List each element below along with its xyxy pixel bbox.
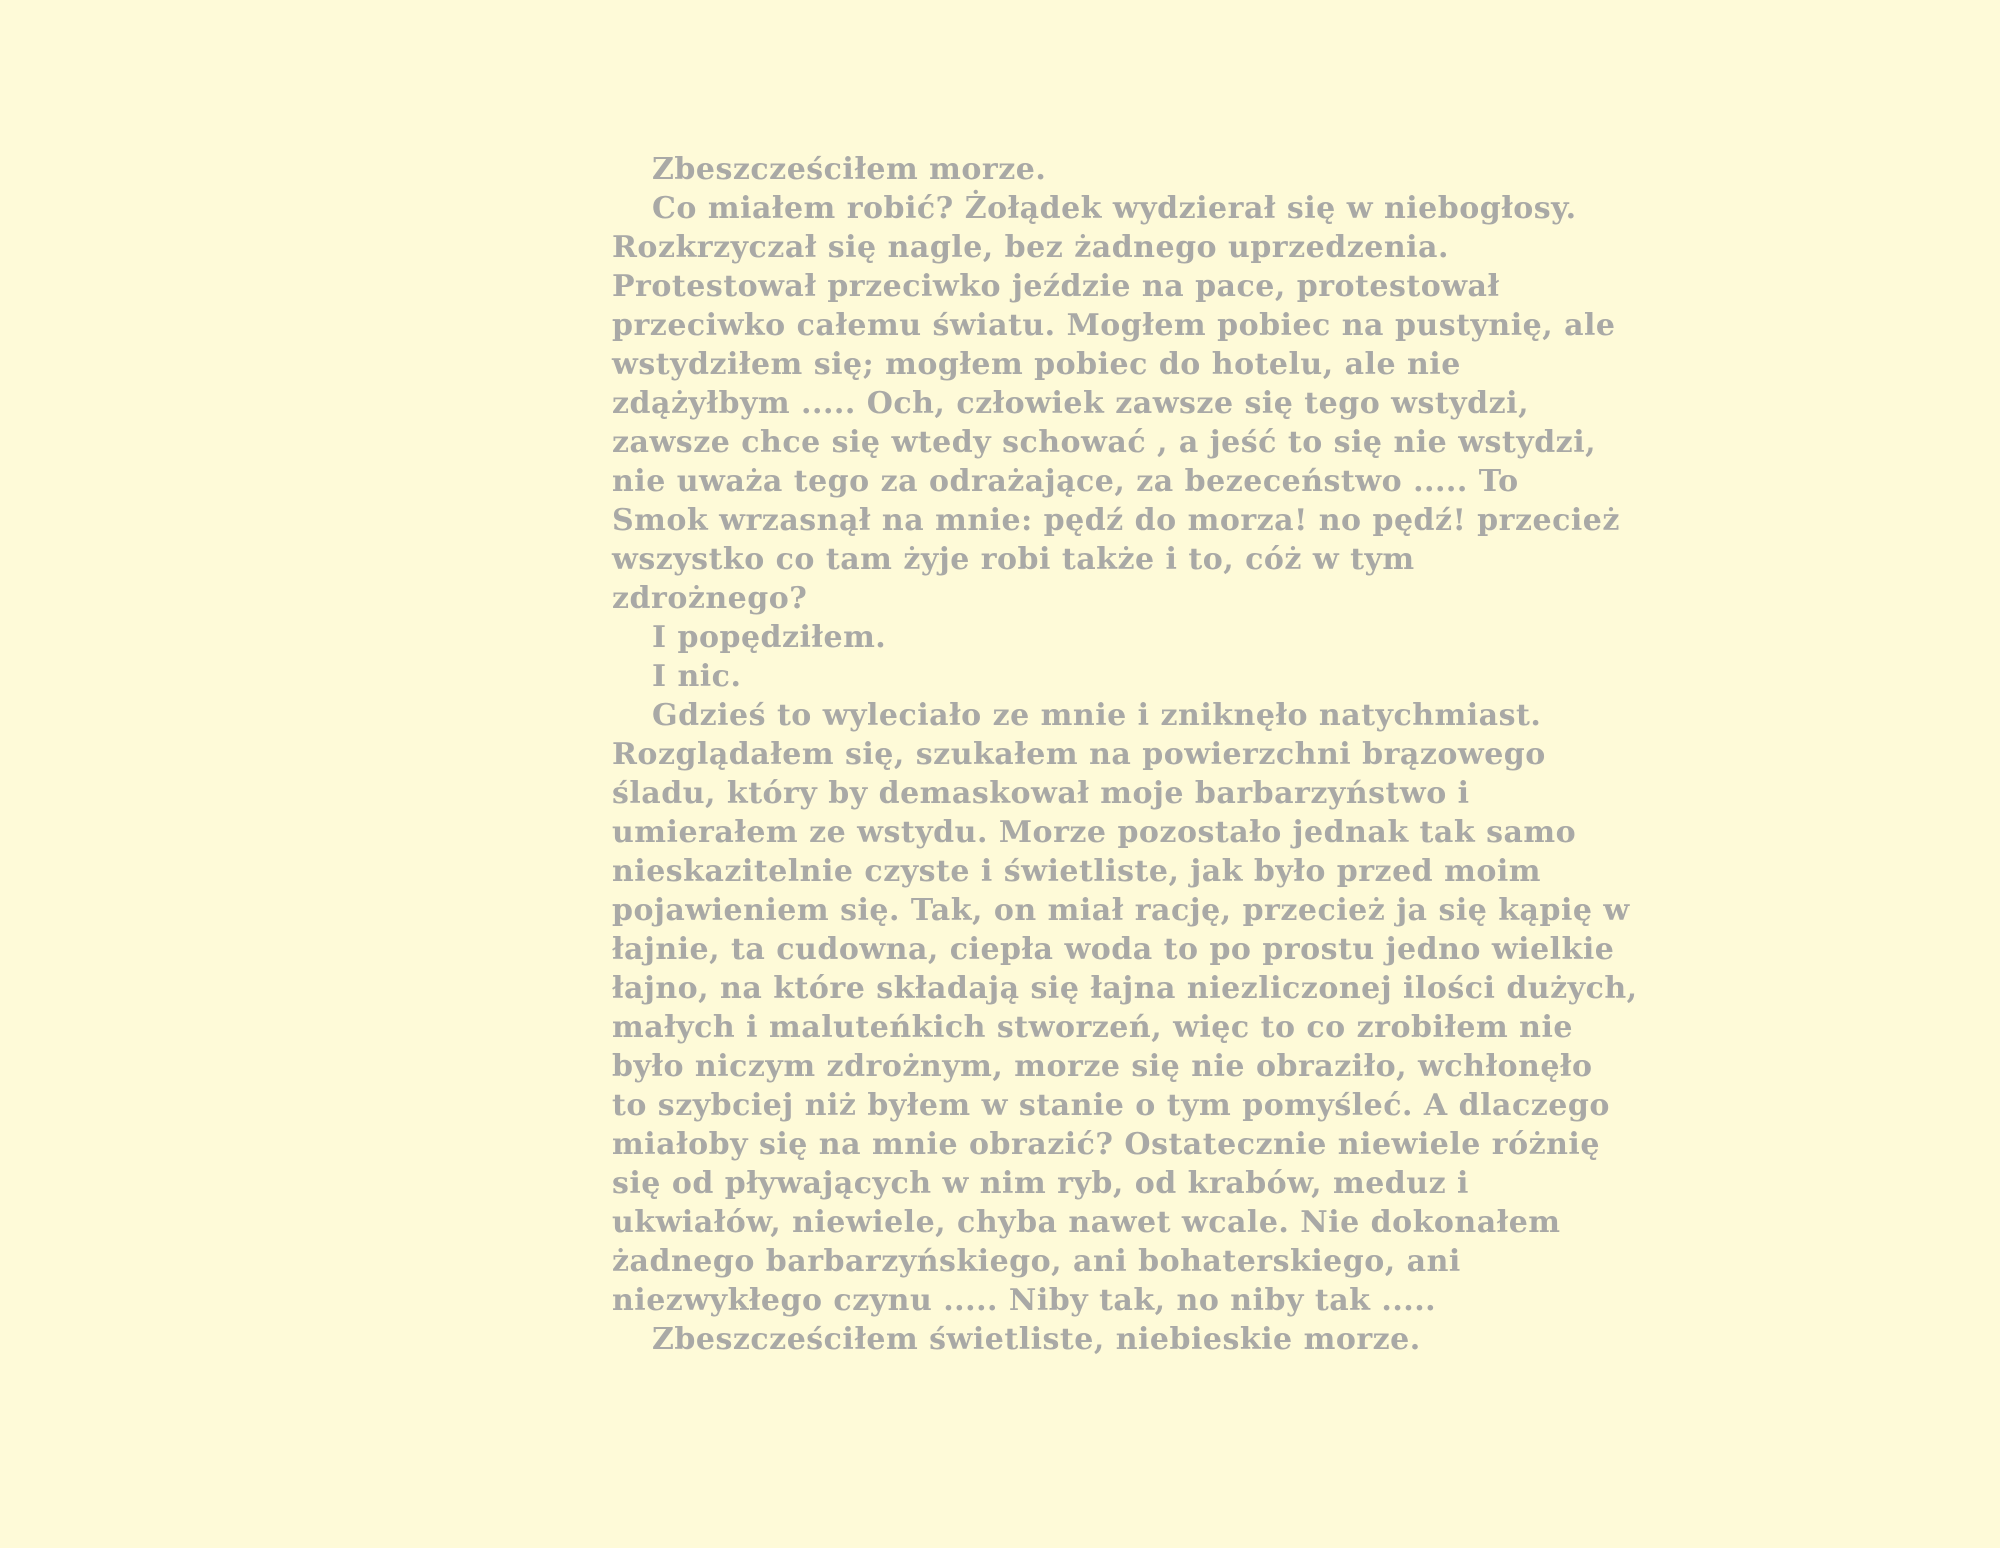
text-line: Smok wrzasnął na mnie: pędź do morza! no pędź! przecież <box>612 503 1620 538</box>
text-line: zdążyłbym ..... Och, człowiek zawsze się tego wstydzi, <box>612 386 1530 421</box>
text-line: było niczym zdrożnym, morze się nie obraziło, wchłonęło <box>612 1049 1593 1084</box>
text-line: łajno, na które składają się łajna niezliczonej ilości dużych, <box>612 971 1638 1006</box>
text-line: się od pływających w nim ryb, od krabów, meduz i <box>612 1166 1469 1201</box>
story-text <box>612 150 1942 1359</box>
text-line: nie uważa tego za odrażające, za bezeceństwo ..... To <box>612 464 1519 499</box>
text-line: śladu, który by demaskował moje barbarzyństwo i <box>612 776 1470 811</box>
text-line: wstydziłem się; mogłem pobiec do hotelu, ale nie <box>612 347 1461 382</box>
text-line: Rozkrzyczał się nagle, bez żadnego uprzedzenia. <box>612 230 1449 265</box>
text-line: Protestował przeciwko jeździe na pace, protestował <box>612 269 1500 304</box>
text-line: Zbeszcześciłem świetliste, niebieskie morze. <box>652 1322 1421 1357</box>
text-line: zdrożnego? <box>612 581 808 616</box>
text-line: Zbeszcześciłem morze. <box>652 152 1047 187</box>
text-line: łajnie, ta cudowna, ciepła woda to po prostu jedno wielkie <box>612 932 1615 967</box>
text-line: żadnego barbarzyńskiego, ani bohaterskiego, ani <box>612 1244 1461 1279</box>
text-line: to szybciej niż byłem w stanie o tym pomyśleć. A dlaczego <box>612 1088 1610 1123</box>
text-line: przeciwko całemu światu. Mogłem pobiec na pustynię, ale <box>612 308 1616 343</box>
text-line: wszystko co tam żyje robi także i to, cóż w tym <box>612 542 1415 577</box>
text-line: Co miałem robić? Żołądek wydzierał się w niebogłosy. <box>652 191 1577 226</box>
text-line: zawsze chce się wtedy schować , a jeść to się nie wstydzi, <box>612 425 1597 460</box>
text-line: pojawieniem się. Tak, on miał rację, przecież ja się kąpię w <box>612 893 1630 928</box>
text-line: ukwiałów, niewiele, chyba nawet wcale. Nie dokonałem <box>612 1205 1561 1240</box>
text-line: umierałem ze wstydu. Morze pozostało jednak tak samo <box>612 815 1577 850</box>
text-line: I nic. <box>652 659 742 694</box>
text-line: miałoby się na mnie obrazić? Ostatecznie niewiele różnię <box>612 1127 1600 1162</box>
text-line: niezwykłego czynu ..... Niby tak, no niby tak ..... <box>612 1283 1437 1318</box>
text-line: Rozglądałem się, szukałem na powierzchni brązowego <box>612 737 1546 772</box>
text-line: małych i maluteńkich stworzeń, więc to co zrobiłem nie <box>612 1010 1573 1045</box>
text-line: I popędziłem. <box>652 620 887 655</box>
text-line: Gdzieś to wyleciało ze mnie i zniknęło natychmiast. <box>652 698 1542 733</box>
text-line: nieskazitelnie czyste i świetliste, jak było przed moim <box>612 854 1541 889</box>
